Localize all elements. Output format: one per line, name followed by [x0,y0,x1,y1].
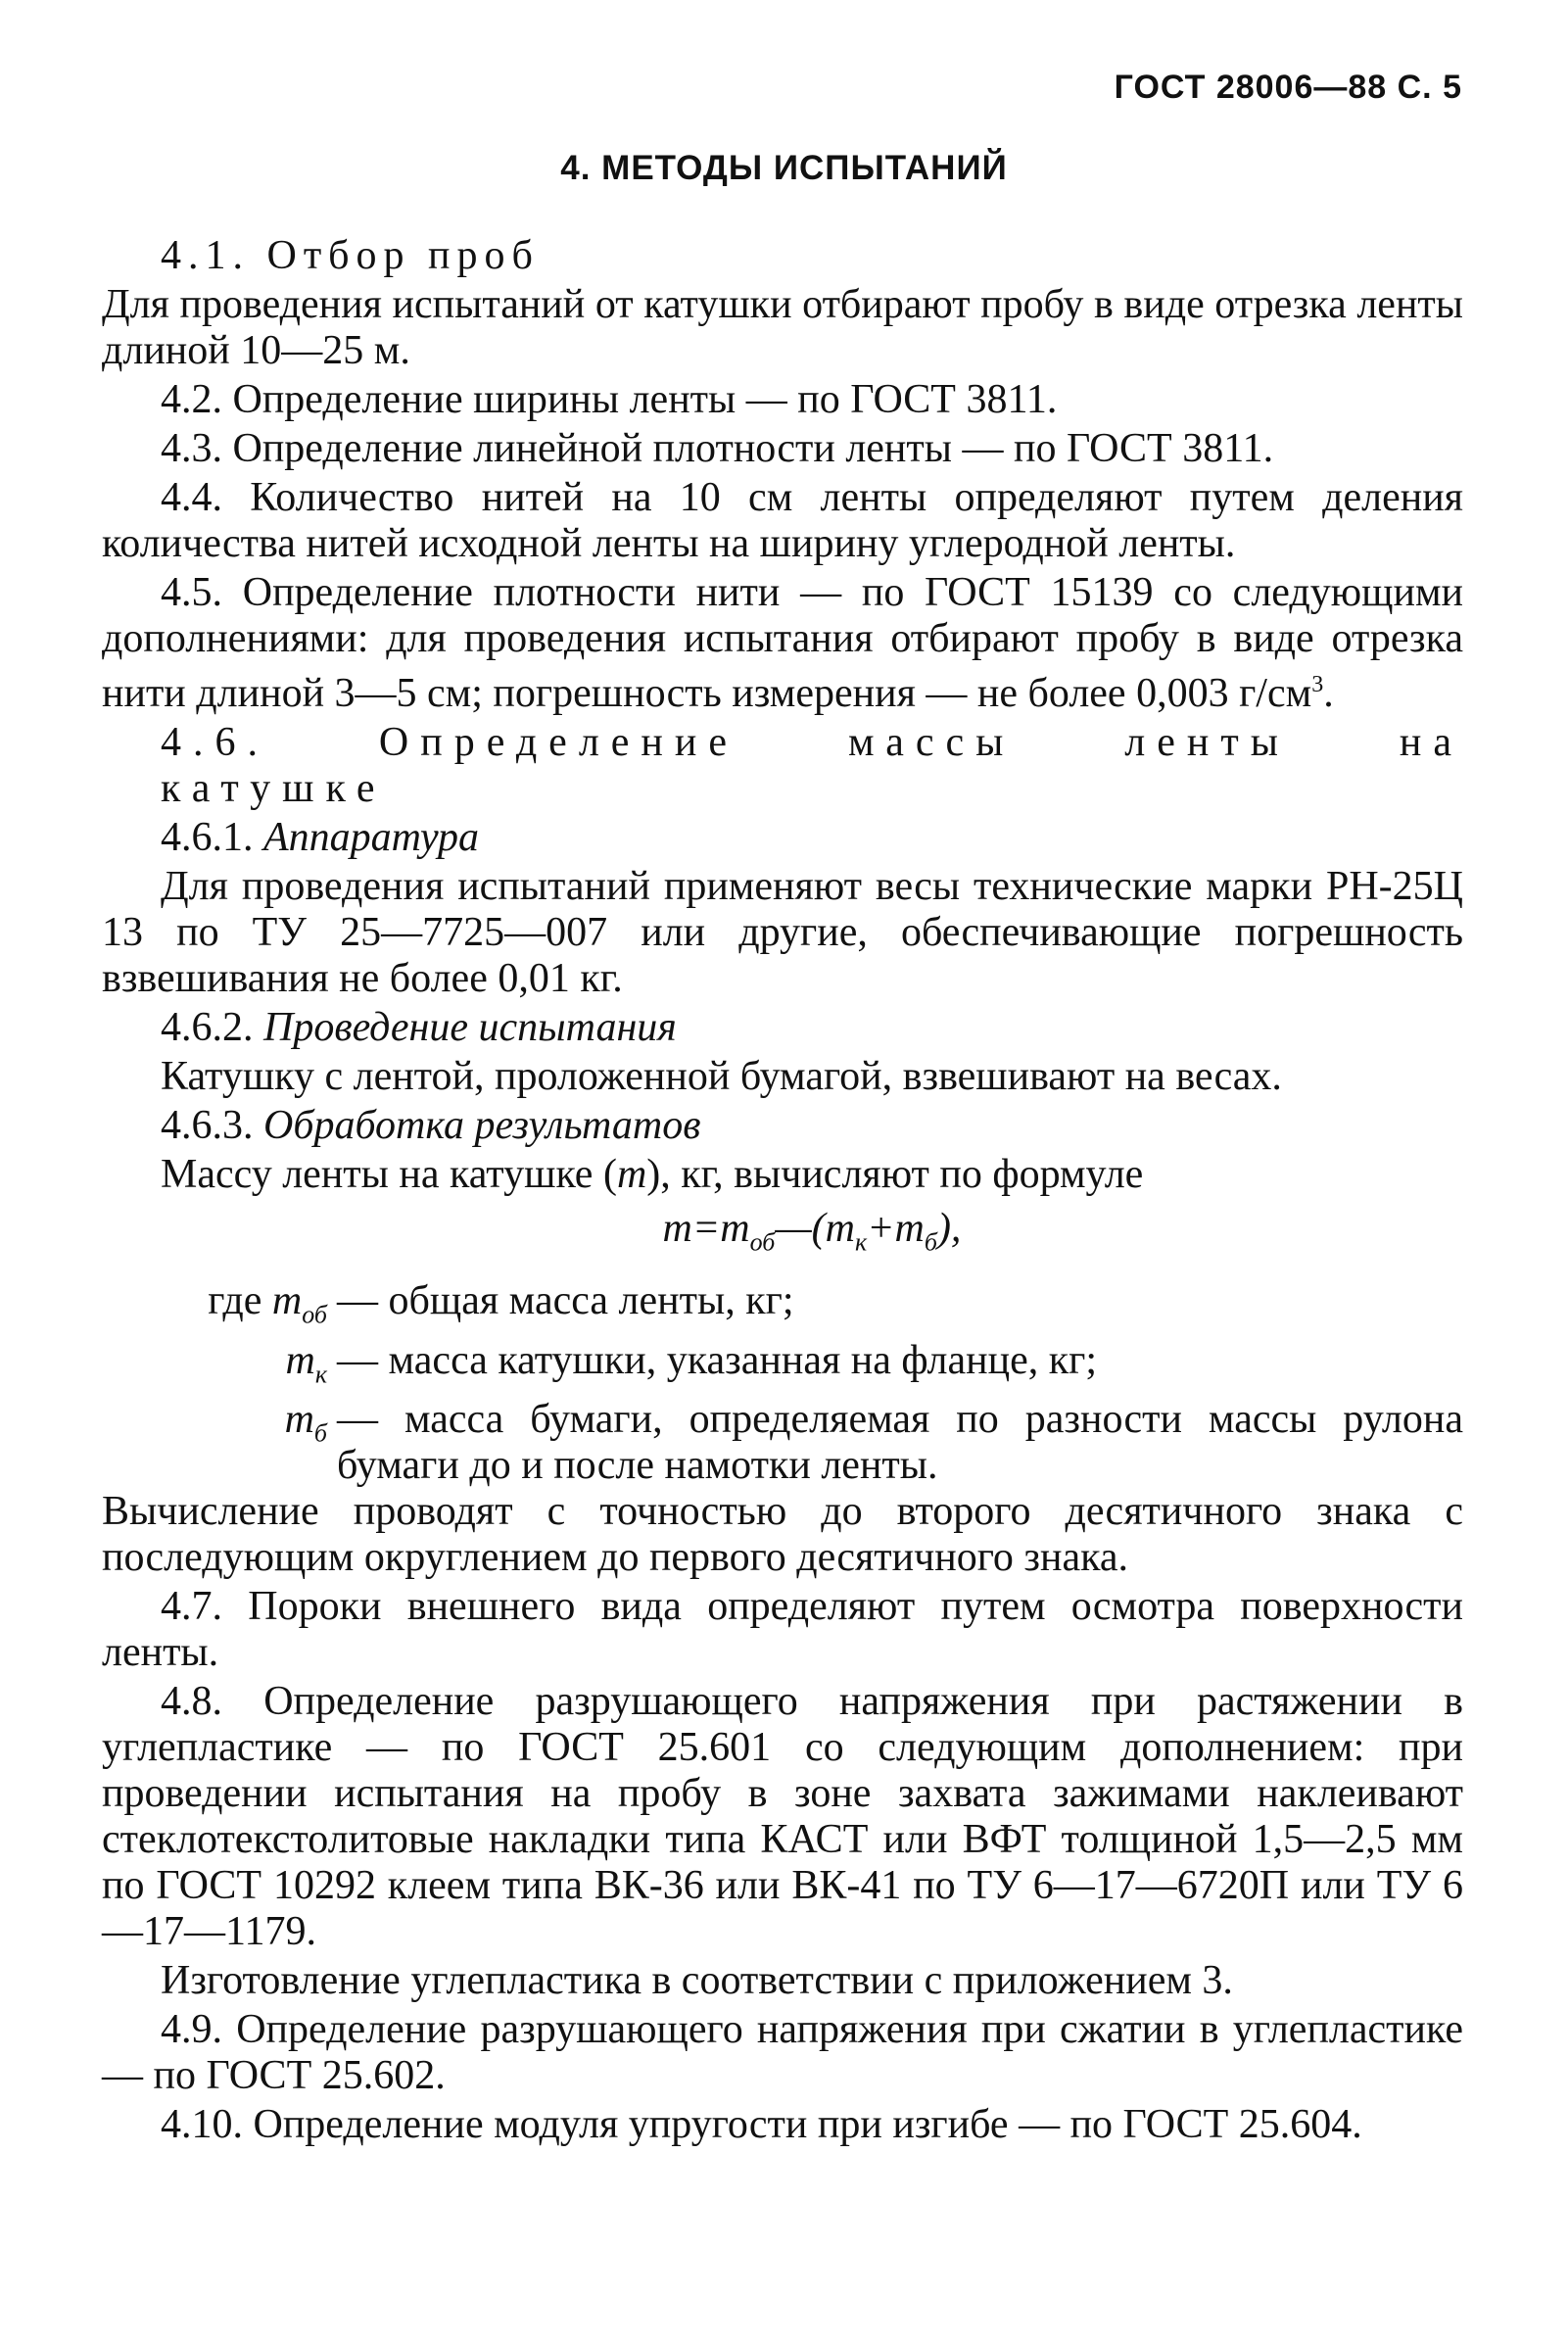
legend-symbol: m [285,1337,315,1383]
mass-formula [161,1206,1463,1265]
clause-4-6-1-title: Аппаратура [263,815,480,860]
legend-text: — общая масса ленты, кг; [337,1278,794,1324]
formula-legend [102,1278,1463,1489]
legend-row [102,1338,1463,1397]
formula-plus: + [867,1206,895,1251]
clause-4-10: 4.10. Определение модуля упругости при изгибе — по ГОСТ 25.604. [161,2102,1362,2148]
clause-4-2: 4.2. Определение ширины ленты — по ГОСТ 3811. [161,377,1058,422]
clause-4-6-title: 4.6. Определение массы ленты на катушке [161,720,1463,811]
section-title: 4. МЕТОДЫ ИСПЫТАНИЙ [560,149,1008,187]
clause-4-6-1-heading [161,815,1463,861]
clause-4-7: 4.7. Пороки внешнего вида определяют путем осмотра поверхности ленты. [102,1584,1463,1676]
legend-label [102,1278,337,1337]
legend-text: — масса бумаги, определяемая по разности массы рулона бумаги до и после намотки ленты. [337,1397,1463,1489]
formula-t1: m [720,1206,750,1251]
clause-4-6-2-title: Проведение испытания [263,1005,677,1050]
document-body [102,233,1463,2151]
legend-label [102,1397,337,1489]
formula-lhs: m [662,1206,692,1251]
formula-t2: m [825,1206,855,1251]
clause-4-5 [102,570,1463,717]
clause-4-4: 4.4. Количество нитей на 10 см ленты определяют путем деления количества нитей исходной ленты на ширину углеродной ленты. [102,475,1463,566]
legend-row [102,1278,1463,1337]
clause-4-6-2-text: Катушку с лентой, проложенной бумагой, взвешивают на весах. [161,1054,1282,1099]
clause-4-1-title: 4.1. Отбор проб [161,233,540,278]
clause-4-9: 4.9. Определение разрушающего напряжения при сжатии в углепластике — по ГОСТ 25.602. [102,2007,1463,2099]
formula-eq: = [691,1206,721,1251]
clause-4-6-2-number: 4.6.2. [161,1005,254,1050]
clause-4-6-3-number: 4.6.3. [161,1103,254,1148]
clause-4-8: 4.8. Определение разрушающего напряжения при растяжении в углепластике — по ГОСТ 25.601 со следующим дополнением: при проведении испытания на пробу в зоне захвата зажимами наклеивают стеклотекстолитовые накладки типа КАСТ или ВФТ толщиной 1,5—2,5 мм по ГОСТ 10292 клеем типа ВК-36 или ВК-41 по ТУ 6—17—6720П или ТУ 6—17—1179. [102,1679,1463,1955]
clause-4-6-3-title: Обработка результатов [263,1103,701,1148]
legend-text: — масса катушки, указанная на фланце, кг; [337,1337,1098,1383]
calculation-precision: Вычисление проводят с точностью до второго десятичного знака с последующим округлением до первого десятичного знака. [102,1489,1463,1581]
formula-t3-sub: б [924,1227,937,1257]
page-header: ГОСТ 28006—88 С. 5 [1114,69,1462,106]
legend-symbol-sub: к [314,1360,327,1389]
legend-symbol-sub: об [302,1300,327,1329]
clause-4-6-1-number: 4.6.1. [161,815,254,860]
formula-t1-sub: об [749,1227,776,1257]
formula-close: ), [936,1206,962,1251]
legend-row [102,1397,1463,1489]
formula-intro-a: Массу ленты на катушке ( [161,1152,617,1197]
manufacture-note: Изготовление углепластика в соответствии с приложением 3. [161,1958,1233,2004]
clause-4-3: 4.3. Определение линейной плотности ленты — по ГОСТ 3811. [161,426,1274,471]
legend-symbol: m [284,1397,314,1443]
legend-where: где [208,1278,262,1324]
clause-4-6-3-heading [161,1103,1463,1149]
formula-t3: m [894,1206,925,1251]
clause-4-1-text: Для проведения испытаний от катушки отбирают пробу в виде отрезка ленты длиной 10—25 м. [102,282,1463,373]
clause-4-6-1-text: Для проведения испытаний применяют весы технические марки РН-25Ц 13 по ТУ 25—7725—007 или другие, обеспечивающие погрешность взвешивания не более 0,01 кг. [102,864,1463,1001]
legend-symbol: m [271,1278,303,1324]
clause-4-5-text: 4.5. Определение плотности нити — по ГОСТ 15139 со следующими дополнениями: для проведения испытания отбирают пробу в виде отрезка нити длиной 3—5 см; погрешность измерения — не более 0,003 г/см [102,570,1463,716]
legend-label [102,1338,337,1397]
formula-t2-sub: к [855,1227,868,1257]
clause-4-6-3-text [161,1152,1463,1198]
formula-minus: —( [775,1206,826,1251]
legend-symbol-sub: б [313,1418,327,1448]
cubic-superscript: 3 [1311,672,1324,697]
formula-intro-b: ), кг, вычисляют по формуле [646,1152,1144,1197]
clause-4-5-end: . [1323,671,1334,716]
clause-4-6-2-heading [161,1005,1463,1051]
formula-intro-symbol: m [616,1152,647,1197]
